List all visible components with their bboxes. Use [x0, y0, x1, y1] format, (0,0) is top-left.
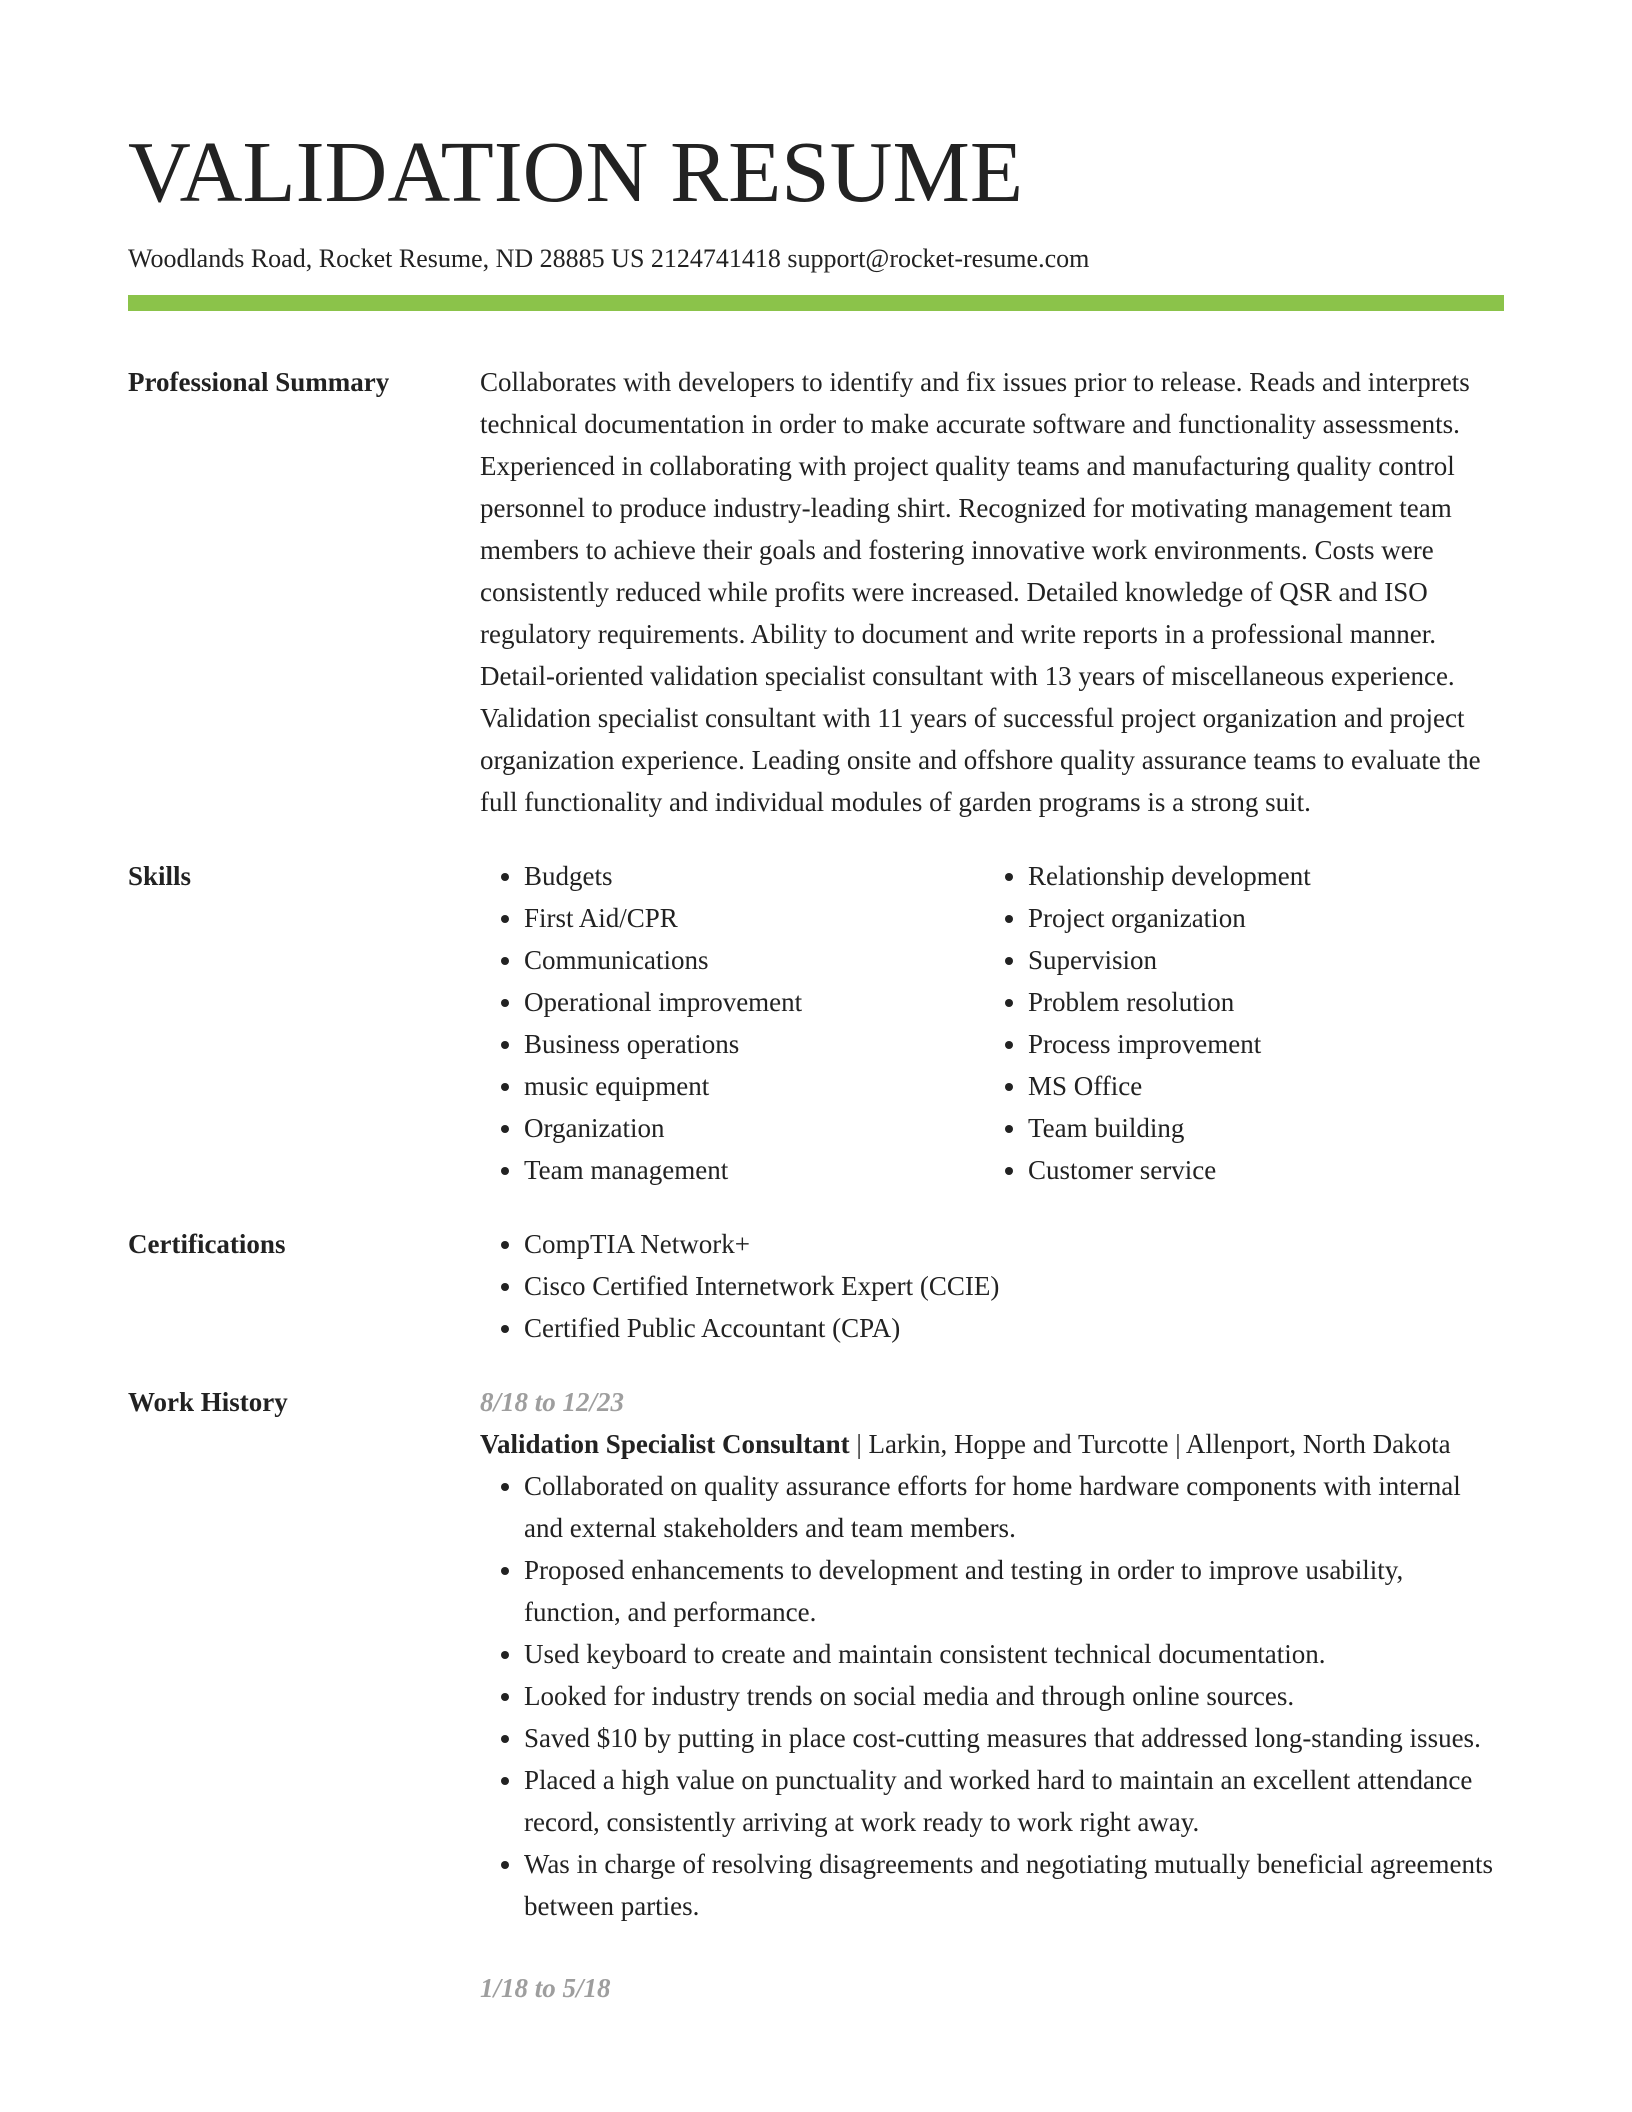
work-history-section: [128, 1381, 1504, 2009]
work-history-body: [480, 1381, 1504, 2009]
skill-item: • First Aid/CPR: [524, 897, 984, 939]
job-duties-list: [480, 1465, 1504, 1927]
skill-item: • Supervision: [1028, 939, 1488, 981]
job-title: Validation Specialist Consultant: [480, 1429, 850, 1459]
skills-list-left: [480, 855, 984, 1191]
job-employer-location: | Larkin, Hoppe and Turcotte | Allenport, North Dakota: [849, 1429, 1451, 1459]
certifications-list: [480, 1223, 1504, 1349]
job-heading: [480, 1423, 1504, 1465]
certifications-section: [128, 1223, 1504, 1349]
skill-item: • Project organization: [1028, 897, 1488, 939]
header-divider: [128, 295, 1504, 311]
section-label-certifications: Certifications: [128, 1229, 286, 1259]
job-duty-item: • Proposed enhancements to development and testing in order to improve usability, function, and performance.: [524, 1549, 1504, 1633]
contact-line: Woodlands Road, Rocket Resume, ND 28885 US 2124741418 support@rocket-resume.com: [128, 244, 1090, 273]
section-label-summary: Professional Summary: [128, 367, 390, 397]
skill-item: • Problem resolution: [1028, 981, 1488, 1023]
job-duty-item: • Collaborated on quality assurance efforts for home hardware components with internal and external stakeholders and team members.: [524, 1465, 1504, 1549]
job-entry: [480, 1381, 1504, 1927]
skills-body: [480, 855, 1504, 1191]
resume-page: [128, 0, 1504, 2009]
certification-item: • CompTIA Network+: [524, 1223, 1504, 1265]
skill-item: • Team management: [524, 1149, 984, 1191]
job-dates: 1/18 to 5/18: [480, 1973, 611, 2003]
resume-title: VALIDATION RESUME: [128, 123, 1023, 220]
skill-item: • Operational improvement: [524, 981, 984, 1023]
certification-item: • Cisco Certified Internetwork Expert (CCIE): [524, 1265, 1504, 1307]
job-duty-item: • Saved $10 by putting in place cost-cutting measures that addressed long-standing issues.: [524, 1717, 1504, 1759]
skills-column-left: [480, 855, 984, 1191]
skill-item: • Customer service: [1028, 1149, 1488, 1191]
job-entry: [480, 1967, 1504, 2009]
job-duty-item: • Was in charge of resolving disagreements and negotiating mutually beneficial agreements between parties.: [524, 1843, 1504, 1927]
skill-item: • Team building: [1028, 1107, 1488, 1149]
job-duty-item: • Looked for industry trends on social media and through online sources.: [524, 1675, 1504, 1717]
section-label-work-history: Work History: [128, 1387, 288, 1417]
skill-item: • MS Office: [1028, 1065, 1488, 1107]
professional-summary-section: [128, 361, 1504, 823]
job-duty-item: • Used keyboard to create and maintain consistent technical documentation.: [524, 1633, 1504, 1675]
job-duty-item: • Placed a high value on punctuality and worked hard to maintain an excellent attendance record, consistently arriving at work ready to work right away.: [524, 1759, 1504, 1843]
skill-item: • Budgets: [524, 855, 984, 897]
section-label-skills: Skills: [128, 861, 192, 891]
skill-item: • Organization: [524, 1107, 984, 1149]
certification-item: • Certified Public Accountant (CPA): [524, 1307, 1504, 1349]
skill-item: • Communications: [524, 939, 984, 981]
skills-list-right: [984, 855, 1488, 1191]
job-dates: 8/18 to 12/23: [480, 1387, 625, 1417]
skill-item: • Process improvement: [1028, 1023, 1488, 1065]
certifications-body: [480, 1223, 1504, 1349]
skills-column-right: [984, 855, 1488, 1191]
skills-section: [128, 855, 1504, 1191]
skill-item: • Business operations: [524, 1023, 984, 1065]
skill-item: • Relationship development: [1028, 855, 1488, 897]
summary-text: Collaborates with developers to identify and fix issues prior to release. Reads and interprets technical documentation in order to make accurate software and functionality assessments. Experienced in collaborating with project quality teams and manufacturing quality control personnel to produce industry-leading shirt. Recognized for motivating management team members to achieve their goals and fostering innovative work environments. Costs were consistently reduced while profits were increased. Detailed knowledge of QSR and ISO regulatory requirements. Ability to document and write reports in a professional manner. Detail-oriented validation specialist consultant with 13 years of miscellaneous experience. Validation specialist consultant with 11 years of successful project organization and project organization experience. Leading onsite and offshore quality assurance teams to evaluate the full functionality and individual modules of garden programs is a strong suit.: [480, 367, 1481, 817]
skill-item: • music equipment: [524, 1065, 984, 1107]
summary-body: [480, 361, 1504, 823]
